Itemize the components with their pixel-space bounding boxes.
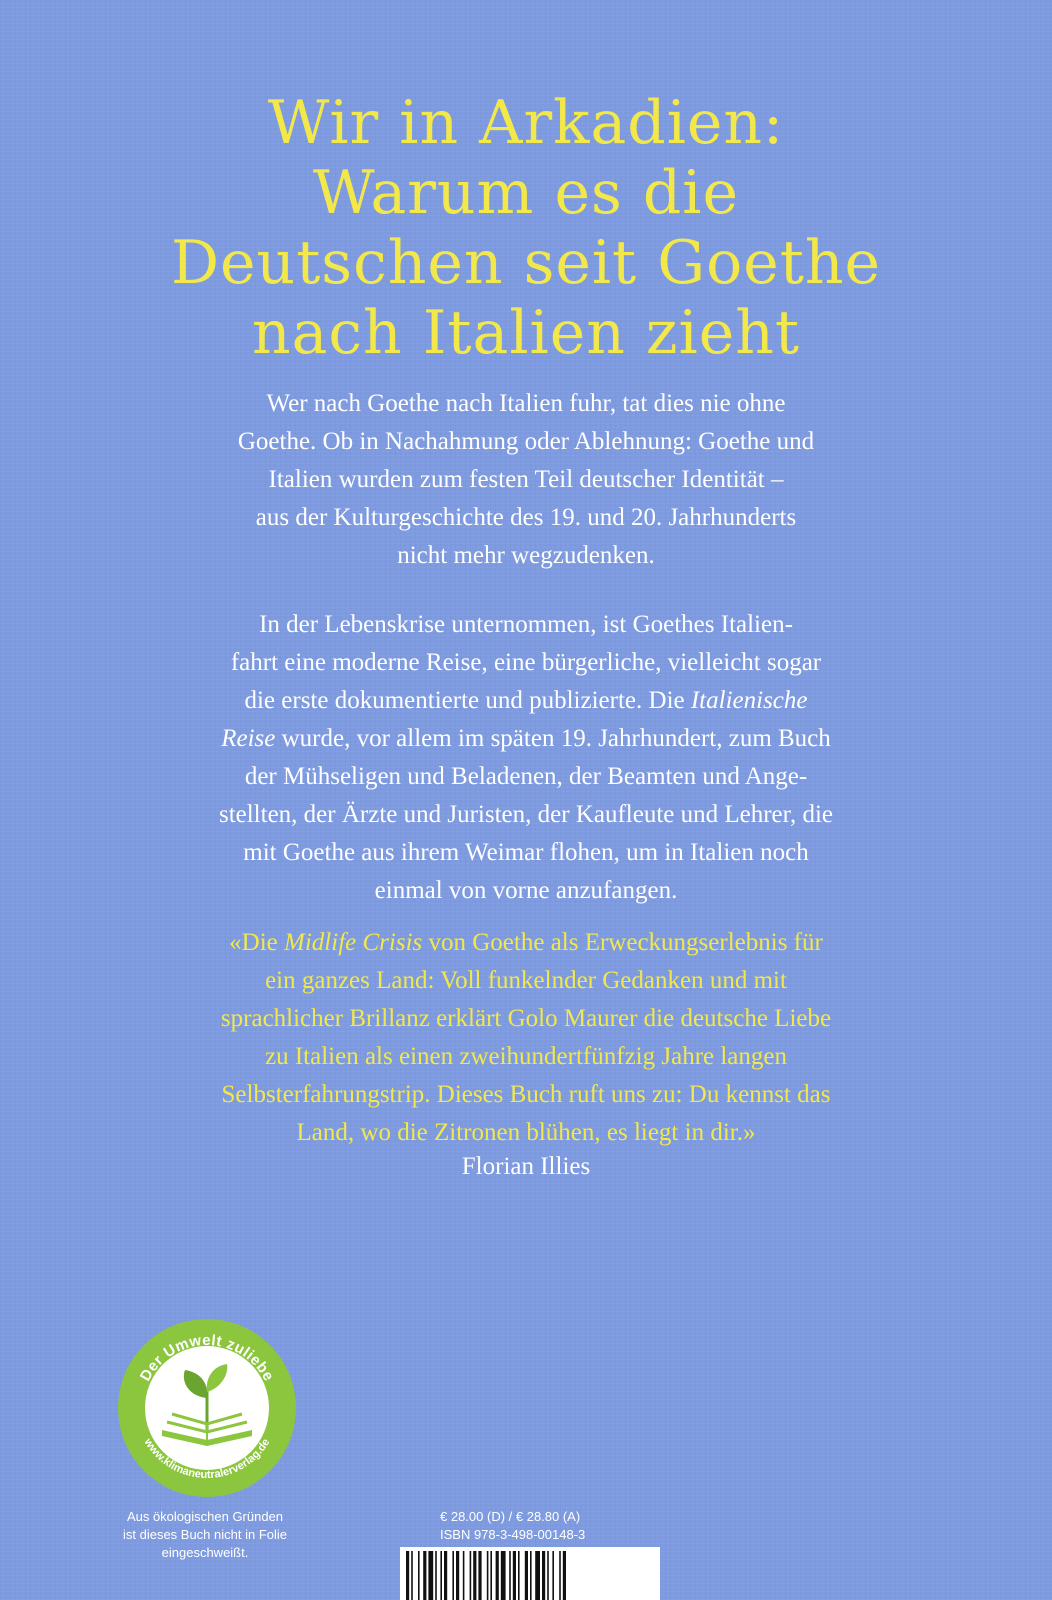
barcode-bar	[509, 1551, 511, 1600]
blurb-paragraph-2	[130, 606, 922, 910]
barcode-bar	[478, 1551, 481, 1600]
blurb-line	[130, 682, 922, 720]
barcode-bar	[411, 1551, 413, 1600]
blurb-line: mit Goethe aus ihrem Weimar flohen, um in Italien noch	[243, 839, 809, 866]
barcode-bar	[473, 1551, 476, 1600]
headline-line: Deutschen seit Goethe	[170, 228, 882, 298]
eco-note-line: ist dieses Buch nicht in Folie	[122, 1527, 288, 1542]
blurb-paragraph-1	[130, 385, 922, 575]
blurb-line: Italien wurden zum festen Teil deutscher Identität –	[268, 466, 784, 493]
quote-italic: Midlife Crisis	[284, 929, 423, 956]
book-title-italic: Reise	[221, 725, 276, 752]
quote-line: ein ganzes Land: Voll funkelnder Gedanken und mit	[265, 967, 787, 994]
cover-headline	[0, 88, 1052, 368]
barcode-bar	[470, 1551, 472, 1600]
barcode-bar	[423, 1551, 426, 1600]
barcode-bar	[444, 1551, 447, 1600]
blurb-line: der Mühseligen und Beladenen, der Beamten und Ange-	[244, 763, 808, 790]
blurb-line: aus der Kulturgeschichte des 19. und 20. Jahrhunderts	[255, 504, 797, 531]
eco-note-line: Aus ökologischen Gründen	[126, 1509, 284, 1524]
blurb-line: stellten, der Ärzte und Juristen, der Kaufleute und Lehrer, die	[218, 801, 834, 828]
price-line: € 28.00 (D) / € 28.80 (A)	[440, 1509, 581, 1524]
headline-line: Wir in Arkadien:	[267, 88, 785, 158]
quote-line: Selbsterfahrungstrip. Dieses Buch ruft uns zu: Du kennst das	[221, 1081, 831, 1108]
quote-author: Florian Illies	[461, 1153, 591, 1180]
eco-badge-icon	[117, 1318, 297, 1498]
eco-note	[100, 1508, 310, 1562]
isbn-line: ISBN 978-3-498-00148-3	[440, 1527, 586, 1542]
headline-line: Warum es die	[313, 158, 739, 228]
barcode-icon	[400, 1547, 660, 1600]
barcode-bar	[518, 1551, 520, 1600]
blurb-text: wurde, vor allem im späten 19. Jahrhundert, zum Buch	[275, 725, 831, 752]
quote-text: von Goethe als Erweckungserlebnis für	[422, 929, 823, 956]
barcode-bar	[440, 1551, 442, 1600]
barcode-bar	[435, 1551, 437, 1600]
barcode-bar	[418, 1551, 420, 1600]
blurb-line: Goethe. Ob in Nachahmung oder Ablehnung: Goethe und	[237, 428, 815, 455]
barcode-bar	[452, 1551, 454, 1600]
quote-line: zu Italien als einen zweihundertfünfzig Jahre langen	[265, 1043, 787, 1070]
blurb-line: nicht mehr wegzudenken.	[397, 542, 655, 569]
barcode-bar	[552, 1551, 554, 1600]
blurb-line: In der Lebenskrise unternommen, ist Goethes Italien-	[259, 611, 793, 638]
barcode-bar	[513, 1551, 516, 1600]
blurb-line: Wer nach Goethe nach Italien fuhr, tat dies nie ohne	[266, 390, 786, 417]
barcode-bar	[547, 1551, 549, 1600]
blurb-text: die erste dokumentierte und publizierte. Die	[244, 687, 691, 714]
quote-line: sprachlicher Brillanz erklärt Golo Maurer die deutsche Liebe	[220, 1005, 832, 1032]
barcode-bar	[490, 1551, 492, 1600]
barcode-bar	[496, 1551, 499, 1600]
barcode-bar	[525, 1551, 528, 1600]
blurb-line	[130, 720, 922, 758]
price-block	[440, 1508, 585, 1544]
blurb-line: fahrt eine moderne Reise, eine bürgerliche, vielleicht sogar	[230, 649, 822, 676]
review-quote	[130, 924, 922, 1152]
eco-note-line: eingeschweißt.	[161, 1545, 249, 1560]
book-title-italic: Italienische	[690, 687, 808, 714]
barcode-bar	[542, 1551, 545, 1600]
quote-line	[130, 924, 922, 962]
barcode-bar	[406, 1551, 409, 1600]
badge-top-text: Der Umwelt zuliebe	[136, 1331, 278, 1385]
barcode-bar	[487, 1551, 489, 1600]
barcode-bar	[535, 1551, 540, 1600]
barcode-bar	[428, 1551, 433, 1600]
badge-bottom-text: www.klimaneutralerverlag.de	[141, 1436, 273, 1482]
quote-text: «Die	[229, 929, 285, 956]
barcode-bar	[501, 1551, 506, 1600]
barcode-bar	[530, 1551, 532, 1600]
blurb-line: einmal von vorne anzufangen.	[374, 877, 678, 904]
barcode-bar	[559, 1551, 561, 1600]
barcode-bar	[563, 1551, 566, 1600]
barcode-bar	[463, 1551, 465, 1600]
quote-line: Land, wo die Zitronen blühen, es liegt in dir.»	[296, 1119, 756, 1146]
headline-line: nach Italien zieht	[252, 298, 800, 368]
barcode-bar	[456, 1551, 459, 1600]
